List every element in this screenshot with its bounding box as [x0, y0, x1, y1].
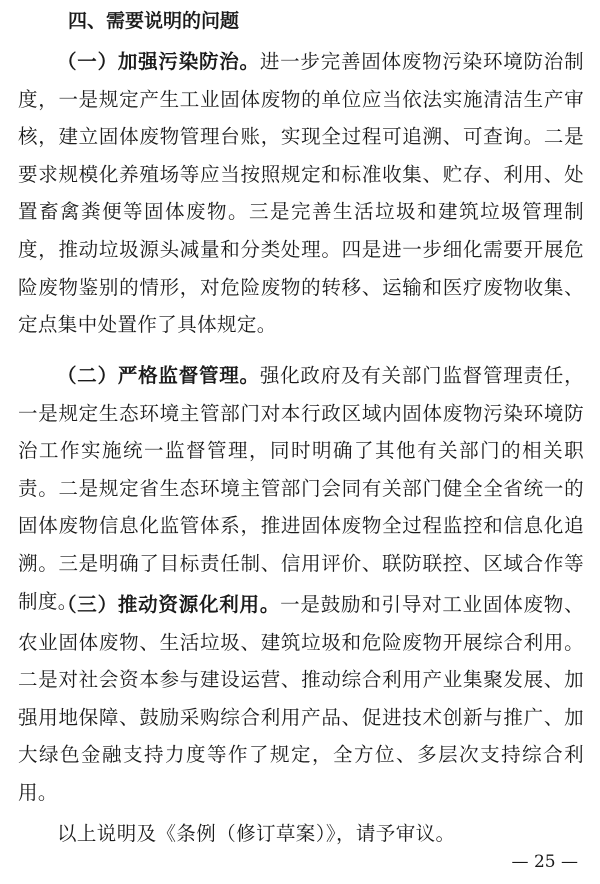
- paragraph-pollution-prevention: [18, 43, 584, 344]
- paragraph-resource-utilization: [18, 586, 584, 812]
- subheading-pollution-prevention: （一）加强污染防治。: [57, 50, 260, 73]
- page-number: — 25 —: [511, 852, 578, 872]
- closing-sentence: 以上说明及《条例（修订草案）》，请予审议。: [57, 822, 456, 845]
- section-heading: 四、需要说明的问题: [68, 10, 240, 32]
- body-pollution-prevention: 进一步完善固体废物污染环境防治制度，一是规定产生工业固体废物的单位应当依法实施清洁生产审核，建立固体废物管理台账，实现全过程可追溯、可查询。二是要求规模化养殖场等应当按照规定和标准收集、贮存、利用、处置畜禽粪便等固体废物。三是完善生活垃圾和建筑垃圾管理制度，推动垃圾源头减量和分类处理。四是进一步细化需要开展危险废物鉴别的情形，对危险废物的转移、运输和医疗废物收集、定点集中处置作了具体规定。: [18, 50, 584, 337]
- subheading-supervision: （二）严格监督管理。: [57, 364, 260, 387]
- paragraph-supervision: [18, 357, 584, 620]
- subheading-resource-utilization: （三）推动资源化利用。: [57, 593, 281, 616]
- body-supervision: 强化政府及有关部门监督管理责任，一是规定生态环境主管部门对本行政区域内固体废物污染环境防治工作实施统一监督管理，同时明确了其他有关部门的相关职责。二是规定省生态环境主管部门会同有关部门健全全省统一的固体废物信息化监管体系，推进固体废物全过程监控和信息化追溯。三是明确了目标责任制、信用评价、联防联控、区域合作等制度。: [18, 364, 584, 613]
- body-resource-utilization: 一是鼓励和引导对工业固体废物、农业固体废物、生活垃圾、建筑垃圾和危险废物开展综合利用。二是对社会资本参与建设运营、推动综合利用产业集聚发展、加强用地保障、鼓励采购综合利用产品、促进技术创新与推广、加大绿色金融支持力度等作了规定，全方位、多层次支持综合利用。: [18, 593, 584, 804]
